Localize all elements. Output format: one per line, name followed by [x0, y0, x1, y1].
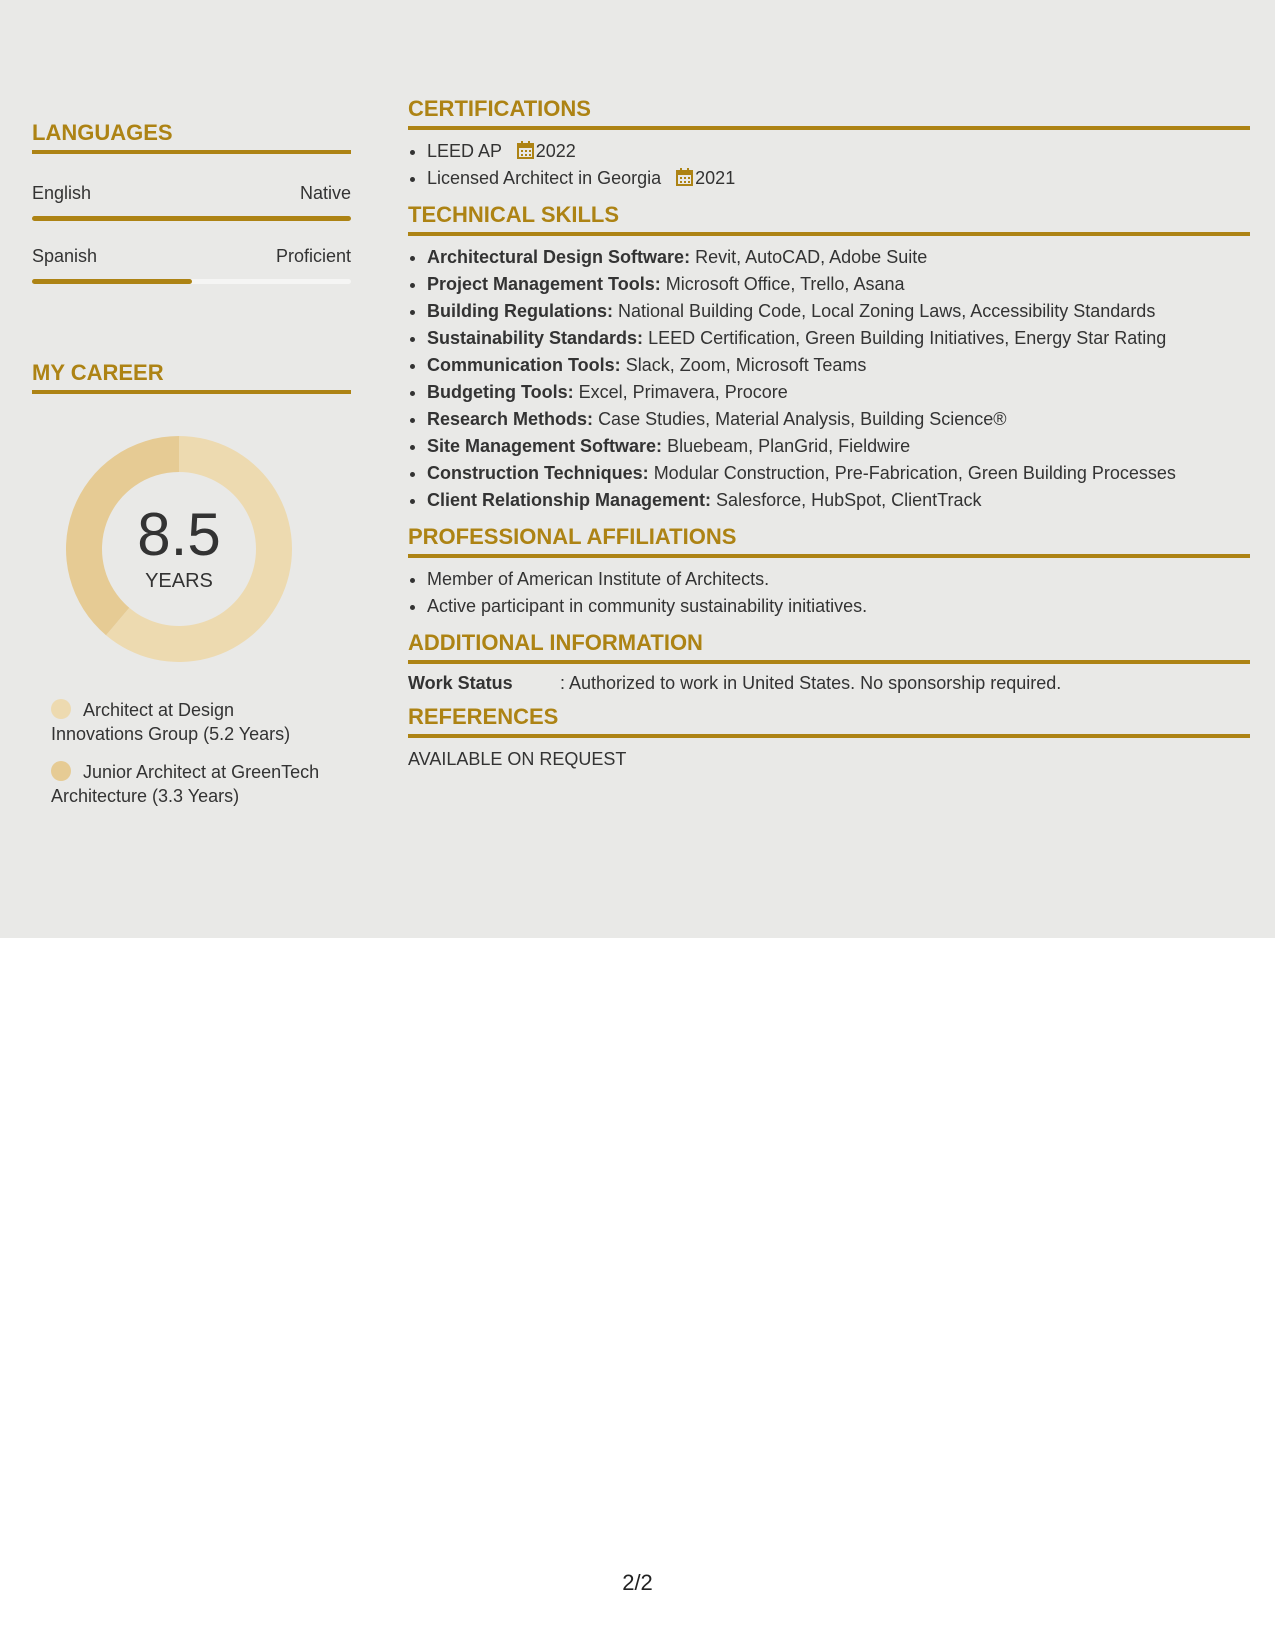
affiliations-list — [408, 566, 1250, 620]
skill-values: Case Studies, Material Analysis, Building Science® — [598, 409, 1007, 429]
skill-item — [427, 487, 1250, 514]
language-item-english — [32, 182, 351, 221]
career-role-label: Junior Architect at GreenTech Architecture (3.3 Years) — [51, 762, 320, 806]
skill-values: Microsoft Office, Trello, Asana — [665, 274, 905, 294]
certification-item — [427, 165, 1250, 192]
skill-category: Architectural Design Software: — [427, 247, 691, 267]
skill-category: Building Regulations: — [427, 301, 613, 321]
references-heading: REFERENCES — [408, 704, 1250, 738]
language-level-fill — [32, 216, 351, 221]
language-level-bar — [32, 279, 351, 284]
skill-values: LEED Certification, Green Building Initiatives, Energy Star Rating — [648, 328, 1167, 348]
skill-values: Revit, AutoCAD, Adobe Suite — [695, 247, 928, 267]
language-name: English — [32, 183, 92, 203]
skill-category: Sustainability Standards: — [427, 328, 644, 348]
career-legend — [51, 698, 321, 808]
skill-values: Salesforce, HubSpot, ClientTrack — [716, 490, 982, 510]
left-column — [32, 120, 351, 822]
career-total-unit: YEARS — [145, 570, 213, 592]
skill-item — [427, 271, 1250, 298]
page-number: 2/2 — [622, 1570, 653, 1595]
language-level-bar — [32, 216, 351, 221]
skill-item — [427, 325, 1250, 352]
skill-item — [427, 379, 1250, 406]
language-item-spanish — [32, 245, 351, 284]
skill-values: Bluebeam, PlanGrid, Fieldwire — [667, 436, 911, 456]
skill-category: Site Management Software: — [427, 436, 663, 456]
skill-category: Communication Tools: — [427, 355, 621, 375]
work-status-label: Work Status — [408, 673, 513, 693]
legend-dot-icon — [51, 761, 71, 781]
skill-category: Project Management Tools: — [427, 274, 661, 294]
languages-heading: LANGUAGES — [32, 120, 351, 154]
skill-values: National Building Code, Local Zoning Laws, Accessibility Standards — [618, 301, 1156, 321]
affiliation-item: • Member of American Institute of Architects. — [427, 566, 1250, 593]
work-status-row — [408, 672, 1250, 694]
skill-category: Construction Techniques: — [427, 463, 649, 483]
calendar-icon — [676, 168, 693, 186]
technical-skills-list — [408, 244, 1250, 514]
calendar-icon — [517, 141, 534, 159]
technical-skills-heading: TECHNICAL SKILLS — [408, 202, 1250, 236]
affiliations-heading: PROFESSIONAL AFFILIATIONS — [408, 524, 1250, 558]
legend-dot-icon — [51, 699, 71, 719]
language-name: Spanish — [32, 246, 98, 266]
certification-item — [427, 138, 1250, 165]
work-status-value: : Authorized to work in United States. No sponsorship required. — [560, 673, 1062, 693]
skill-item — [427, 244, 1250, 271]
certification-name: Licensed Architect in Georgia — [427, 168, 662, 188]
career-role-label: Architect at Design Innovations Group (5.2 Years) — [51, 700, 291, 744]
right-column — [408, 96, 1250, 770]
career-total-years: 8.5 — [137, 501, 221, 568]
certification-year: 2022 — [535, 141, 576, 161]
skill-item — [427, 433, 1250, 460]
certifications-heading: CERTIFICATIONS — [408, 96, 1250, 130]
skill-item — [427, 460, 1250, 487]
additional-info-heading: ADDITIONAL INFORMATION — [408, 630, 1250, 664]
language-level-fill — [32, 279, 192, 284]
skill-values: Slack, Zoom, Microsoft Teams — [625, 355, 867, 375]
skill-values: Excel, Primavera, Procore — [578, 382, 788, 402]
skill-item — [427, 406, 1250, 433]
references-text: AVAILABLE ON REQUEST — [408, 749, 627, 769]
career-heading: MY CAREER — [32, 360, 351, 394]
certification-name: LEED AP — [427, 141, 502, 161]
skill-values: Modular Construction, Pre-Fabrication, Green Building Processes — [653, 463, 1176, 483]
affiliation-item: • Active participant in community sustainability initiatives. — [427, 593, 1250, 620]
skill-category: Client Relationship Management: — [427, 490, 712, 510]
skill-category: Budgeting Tools: — [427, 382, 574, 402]
career-donut-chart — [66, 436, 292, 662]
skill-category: Research Methods: — [427, 409, 594, 429]
skill-item — [427, 352, 1250, 379]
career-legend-item — [51, 698, 321, 746]
language-level: Proficient — [275, 246, 351, 266]
certifications-list — [408, 138, 1250, 192]
certification-year: 2021 — [695, 168, 736, 188]
language-level: Native — [299, 183, 351, 203]
skill-item — [427, 298, 1250, 325]
career-legend-item — [51, 760, 321, 808]
